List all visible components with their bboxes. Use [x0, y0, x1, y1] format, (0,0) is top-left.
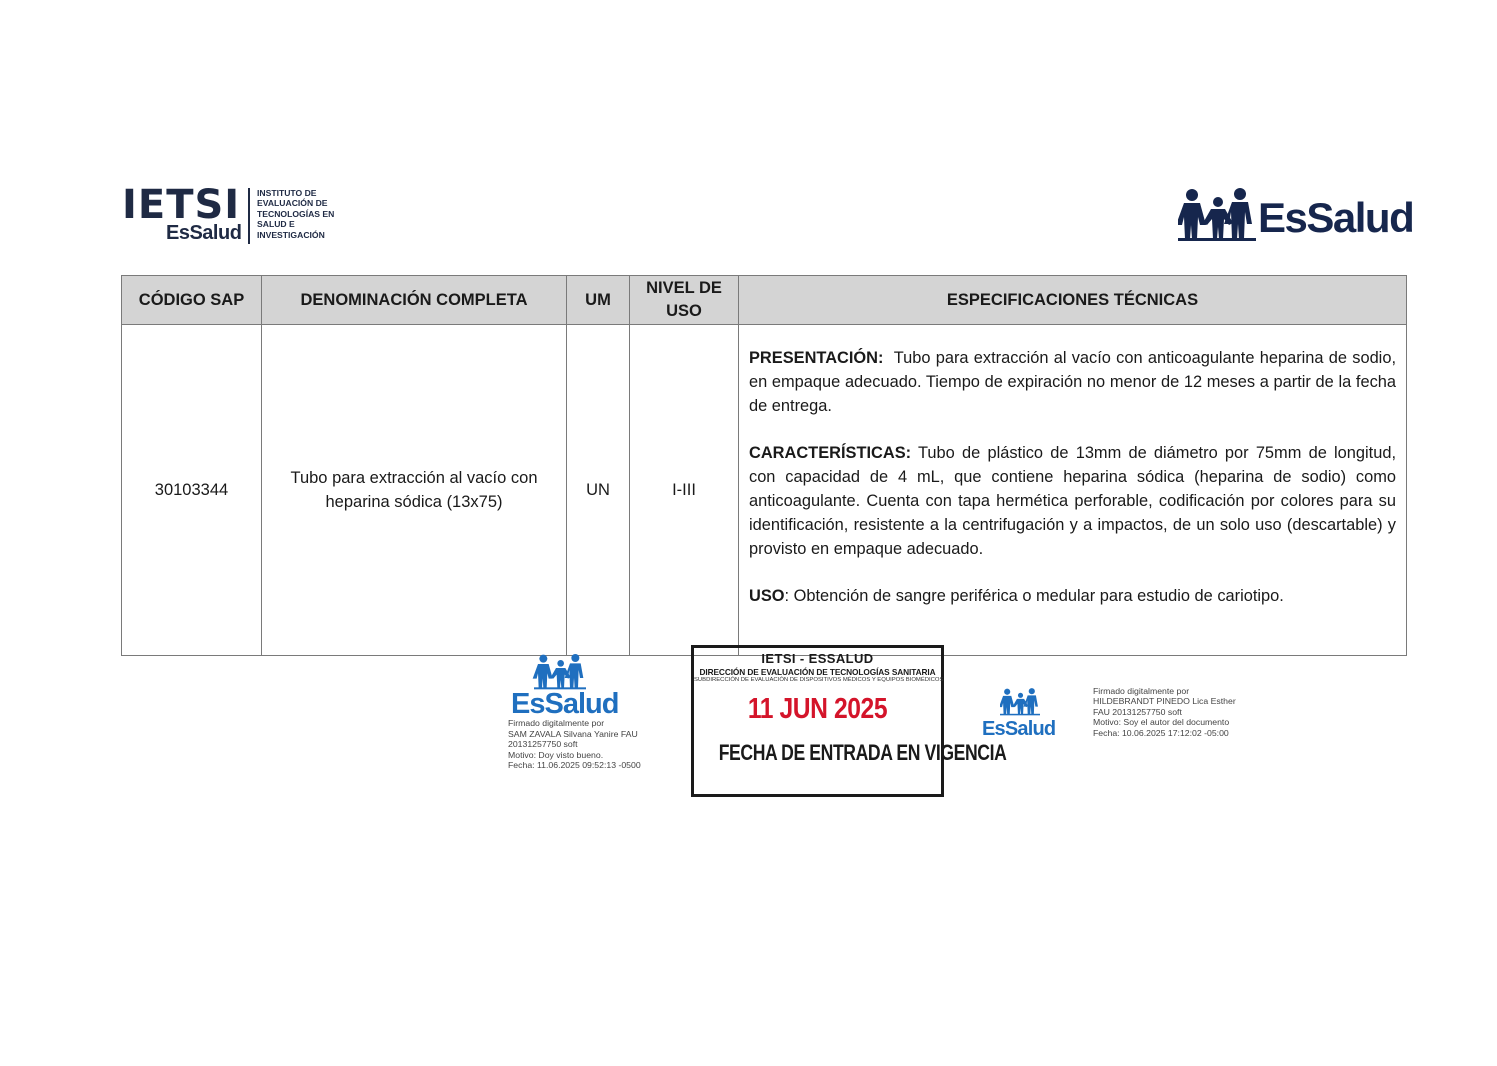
ietsi-line: TECNOLOGÍAS EN: [257, 208, 335, 219]
ietsi-logo-word: IETSI: [122, 182, 241, 228]
signature-line: HILDEBRANDT PINEDO Lica Esther: [1093, 696, 1236, 707]
signature-line: Fecha: 10.06.2025 17:12:02 -05:00: [1093, 727, 1229, 738]
spec-uso: [749, 585, 1396, 609]
cell-um: UN: [567, 325, 630, 656]
family-figures-icon: [1000, 688, 1040, 716]
header-um: UM: [567, 276, 630, 325]
essalud-logo-word: EsSalud: [1258, 194, 1414, 241]
validity-stamp: [691, 645, 1007, 797]
specifications-table: [121, 275, 1407, 656]
signature-left-text: [508, 718, 641, 771]
ietsi-line: INVESTIGACIÓN: [257, 229, 325, 240]
signature-logo-word: EsSalud: [511, 688, 619, 720]
spec-caracteristicas-label: CARACTERÍSTICAS:: [749, 444, 912, 463]
spec-caracteristicas: [749, 442, 1396, 561]
essalud-logo: [1178, 188, 1414, 248]
ietsi-logo-institute-name: [257, 188, 334, 240]
ietsi-line: EVALUACIÓN DE: [257, 198, 328, 209]
signature-line: Fecha: 11.06.2025 09:52:13 -0500: [508, 760, 641, 771]
signature-line: 20131257750 soft: [508, 739, 578, 750]
cell-denominacion: Tubo para extracción al vacío con heparina sódica (13x75): [262, 325, 567, 656]
family-figures-icon: [532, 654, 588, 690]
header-denominacion: DENOMINACIÓN COMPLETA: [262, 276, 567, 325]
header-codigo-sap: CÓDIGO SAP: [122, 276, 262, 325]
signature-logo-word: EsSalud: [982, 718, 1056, 740]
digital-signature-left: [506, 654, 656, 771]
signature-line: Firmado digitalmente por: [1093, 686, 1190, 696]
spec-presentacion-label: PRESENTACIÓN:: [749, 349, 884, 367]
header-especificaciones: ESPECIFICACIONES TÉCNICAS: [739, 276, 1407, 325]
ietsi-logo: [122, 182, 362, 246]
spec-uso-label: USO: [749, 587, 785, 606]
spec-presentacion-text: Tubo para extracción al vacío con anticoagulante heparina de sodio, en empaque adecuado. Tiempo de expiración no menor de 12 meses a partir de la fecha de entrega.: [749, 349, 1396, 415]
table-header-row: [122, 276, 1407, 325]
stamp-footer: FECHA DE ENTRADA EN VIGENCIA: [718, 740, 1007, 765]
spec-uso-text: : Obtención de sangre periférica o medular para estudio de cariotipo.: [784, 587, 1284, 606]
stamp-title: IETSI - ESSALUD: [761, 651, 874, 666]
cell-codigo-sap: 30103344: [122, 325, 262, 656]
ietsi-line: INSTITUTO DE: [257, 188, 317, 198]
ietsi-line: SALUD E: [257, 219, 295, 230]
family-figures-icon: [1178, 188, 1256, 242]
digital-signature-right-logo: [980, 688, 1070, 743]
table-row: [122, 325, 1407, 656]
signature-line: Motivo: Soy el autor del documento: [1093, 717, 1230, 728]
header-nivel-line: USO: [666, 302, 702, 320]
spec-caracteristicas-text: Tubo de plástico de 13mm de diámetro por 75mm de longitud, con capacidad de 4 mL, que contiene heparina sódica (heparina de sodio) como anticoagulante. Cuenta con tapa hermética perforable, codificación por colores para su identificación, resistente a la centrifugación y a impactos, de un solo uso (descartable) y provisto en empaque adecuado.: [749, 444, 1397, 558]
stamp-direction: DIRECCIÓN DE EVALUACIÓN DE TECNOLOGÍAS SANITARIA: [699, 667, 936, 677]
signature-line: SAM ZAVALA Silvana Yanire FAU: [508, 728, 638, 739]
header-nivel-de-uso: [630, 276, 739, 325]
cell-especificaciones: [739, 325, 1407, 656]
header-nivel-line: NIVEL DE: [646, 279, 722, 297]
spec-presentacion: [749, 347, 1396, 418]
stamp-date: 11 JUN 2025: [747, 693, 888, 725]
signature-line: FAU 20131257750 soft: [1093, 706, 1182, 717]
cell-nivel: I-III: [630, 325, 739, 656]
signature-right-text: [1093, 686, 1236, 738]
signature-line: Firmado digitalmente por: [508, 718, 605, 728]
ietsi-logo-sub: EsSalud: [166, 222, 242, 244]
stamp-subdirection: SUBDIRECCIÓN DE EVALUACIÓN DE DISPOSITIVOS MÉDICOS Y EQUIPOS BIOMÉDICOS: [694, 677, 944, 683]
signature-line: Motivo: Doy visto bueno.: [508, 749, 604, 760]
ietsi-logo-divider: [248, 188, 250, 244]
